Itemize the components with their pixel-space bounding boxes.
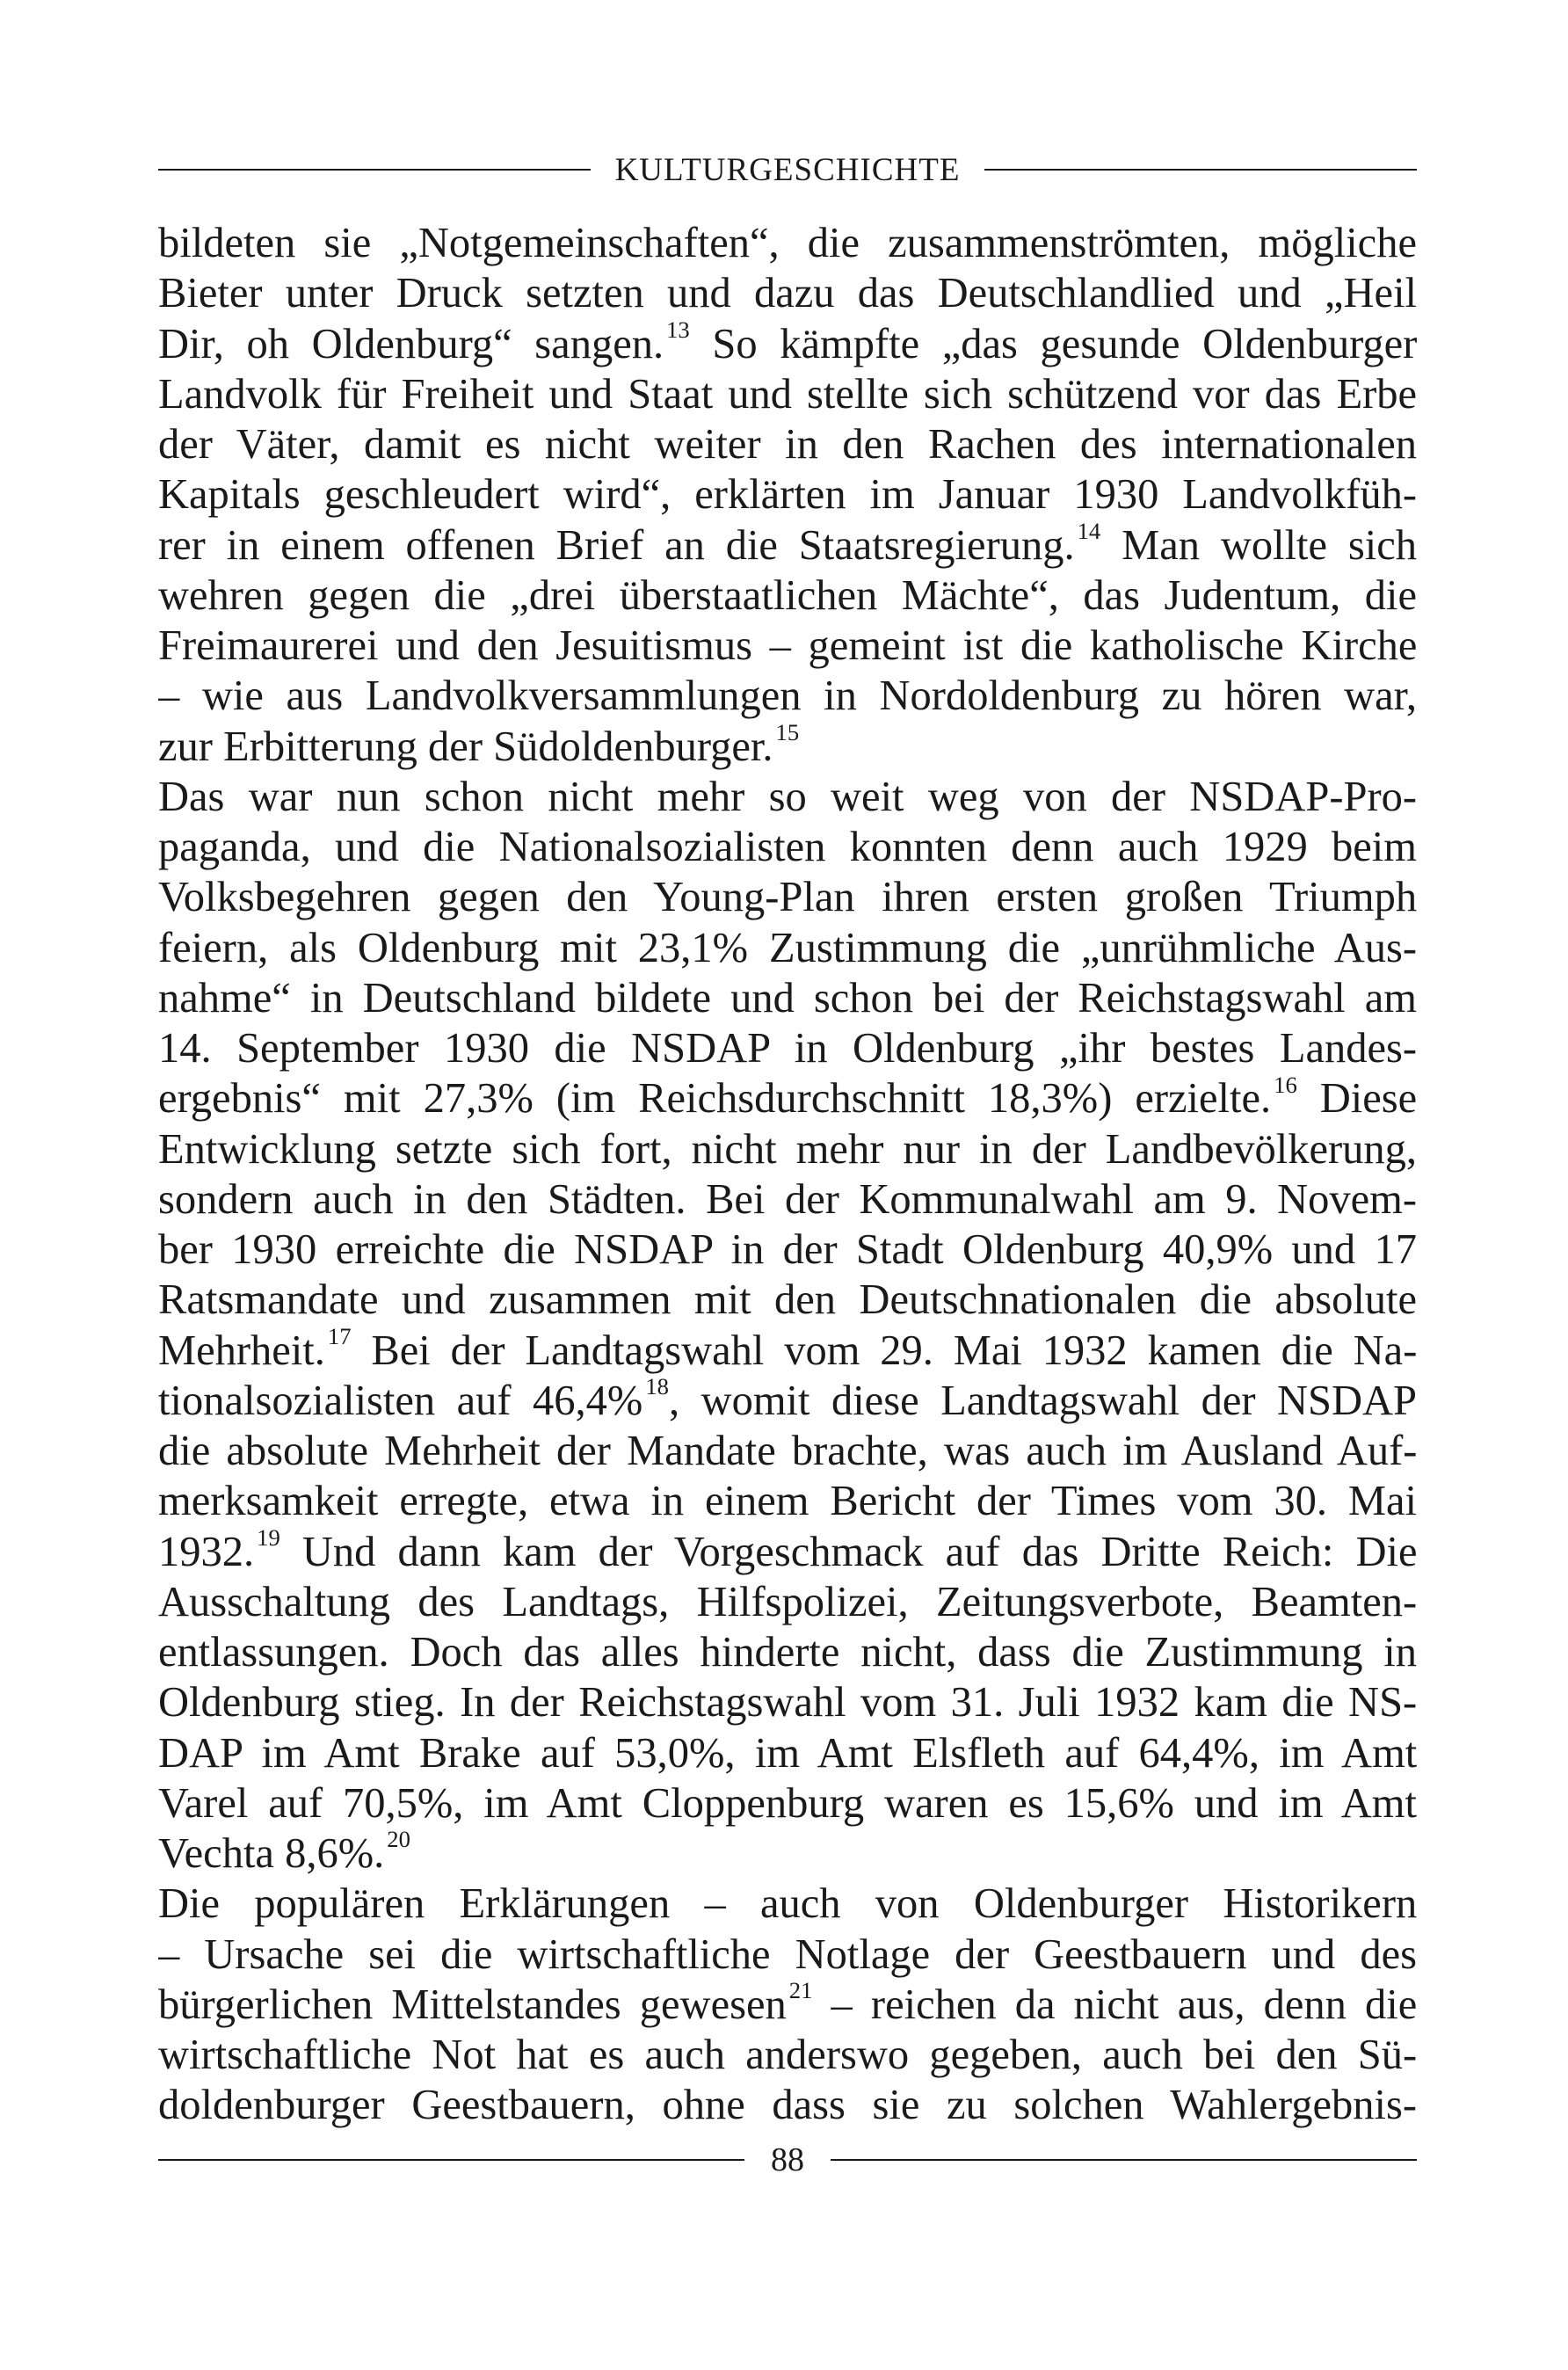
line-text: – wie aus Landvolkversammlungen in Nordoldenburg zu hören war, xyxy=(158,672,1417,720)
page-number: 88 xyxy=(771,2141,804,2178)
line-text: Das war nun schon nicht mehr so weit weg von der NSDAP-Pro- xyxy=(158,773,1417,820)
footnote-marker: 18 xyxy=(645,1375,669,1400)
text-line xyxy=(158,1225,1417,1275)
text-line xyxy=(158,1879,1417,1929)
footer-rule-left xyxy=(158,2159,744,2161)
text-line xyxy=(158,1326,1417,1376)
paragraph xyxy=(158,218,1417,772)
line-text: rer in einem offenen Brief an die Staatsregierung. xyxy=(158,521,1075,569)
text-line xyxy=(158,1728,1417,1778)
line-text: bürgerlichen Mittelstandes gewesen xyxy=(158,1981,787,2028)
line-text-continued: , womit diese Landtagswahl der NSDAP xyxy=(668,1377,1417,1424)
footer-rule-right xyxy=(831,2159,1417,2161)
footnote-marker: 16 xyxy=(1274,1073,1297,1098)
text-line xyxy=(158,2030,1417,2080)
line-text: sondern auch in den Städten. Bei der Kommunalwahl am 9. Novem- xyxy=(158,1175,1417,1223)
text-line xyxy=(158,621,1417,671)
line-text: die absolute Mehrheit der Mandate brachte, was auch im Ausland Auf- xyxy=(158,1428,1417,1474)
text-line xyxy=(158,1174,1417,1225)
line-text: zur Erbitterung der Südoldenburger. xyxy=(158,723,773,770)
line-text: Dir, oh Oldenburg“ sangen. xyxy=(158,320,664,367)
line-text: Ratsmandate und zusammen mit den Deutschnationalen die absolute xyxy=(158,1276,1417,1324)
line-text: entlassungen. Doch das alles hinderte nicht, dass die Zustimmung in xyxy=(158,1629,1417,1676)
text-line xyxy=(158,1980,1417,2030)
line-text: DAP im Amt Brake auf 53,0%, im Amt Elsfleth auf 64,4%, im Amt xyxy=(158,1729,1417,1777)
text-line xyxy=(158,469,1417,520)
text-line xyxy=(158,369,1417,419)
text-line xyxy=(158,973,1417,1023)
text-line xyxy=(158,872,1417,922)
running-header xyxy=(158,148,1417,192)
footnote-marker: 20 xyxy=(387,1828,410,1853)
text-line xyxy=(158,1476,1417,1526)
text-line xyxy=(158,772,1417,822)
text-line xyxy=(158,520,1417,571)
line-text: doldenburger Geestbauern, ohne dass sie zu solchen Wahlergebnis- xyxy=(158,2082,1417,2129)
text-line xyxy=(158,571,1417,621)
text-line xyxy=(158,218,1417,268)
footnote-marker: 14 xyxy=(1077,520,1101,544)
footnote-marker: 15 xyxy=(775,721,800,745)
paragraph xyxy=(158,772,1417,1879)
text-line xyxy=(158,419,1417,469)
line-text: ergebnis“ mit 27,3% (im Reichsdurchschnitt 18,3%) erzielte. xyxy=(158,1075,1272,1123)
footnote-marker: 21 xyxy=(788,1979,813,2004)
paragraph xyxy=(158,1879,1417,2130)
line-text: 14. September 1930 die NSDAP in Oldenburg „ihr bestes Landes- xyxy=(158,1025,1417,1072)
line-text: Ausschaltung des Landtags, Hilfspolizei, Zeitungsverbote, Beamten- xyxy=(158,1578,1417,1625)
line-text: wehren gegen die „drei überstaatlichen Mächte“, das Judentum, die xyxy=(158,571,1417,619)
text-line xyxy=(158,268,1417,318)
line-text: paganda, und die Nationalsozialisten konnten denn auch 1929 beim xyxy=(158,824,1417,870)
text-line xyxy=(158,1778,1417,1828)
text-line xyxy=(158,1275,1417,1325)
line-text: Mehrheit. xyxy=(158,1327,325,1374)
text-line xyxy=(158,319,1417,369)
line-text: Varel auf 70,5%, im Amt Cloppenburg waren es 15,6% und im Amt xyxy=(158,1779,1417,1827)
text-line xyxy=(158,1124,1417,1174)
line-text: Landvolk für Freiheit und Staat und stellte sich schützend vor das Erbe xyxy=(158,370,1417,418)
line-text-continued: So kämpfte „das gesunde Oldenburger xyxy=(689,320,1417,367)
line-text: Bieter unter Druck setzten und dazu das Deutschlandlied und „Heil xyxy=(158,270,1417,317)
line-text: Volksbegehren gegen den Young-Plan ihren ersten großen Triumph xyxy=(158,874,1417,921)
text-line xyxy=(158,1376,1417,1426)
line-text: nahme“ in Deutschland bildete und schon bei der Reichstagswahl am xyxy=(158,974,1417,1021)
text-line xyxy=(158,671,1417,721)
footnote-marker: 17 xyxy=(327,1325,352,1349)
line-text: 1932. xyxy=(158,1528,255,1575)
line-text: feiern, als Oldenburg mit 23,1% Zustimmung die „unrühmliche Aus- xyxy=(158,924,1417,971)
line-text: Vechta 8,6%. xyxy=(158,1830,385,1877)
footnote-marker: 19 xyxy=(257,1526,280,1551)
running-title: KULTURGESCHICHTE xyxy=(614,151,961,188)
line-text: Oldenburg stieg. In der Reichstagswahl vom 31. Juli 1932 kam die NS- xyxy=(158,1679,1417,1727)
line-text-continued: – reichen da nicht aus, denn die xyxy=(812,1981,1417,2028)
text-line xyxy=(158,1426,1417,1476)
page-footer xyxy=(158,2138,1417,2182)
text-line xyxy=(158,822,1417,872)
text-line xyxy=(158,1527,1417,1577)
text-line xyxy=(158,1577,1417,1627)
text-line xyxy=(158,1073,1417,1123)
header-rule-left xyxy=(158,169,591,171)
text-line xyxy=(158,1023,1417,1073)
line-text: bildeten sie „Notgemeinschaften“, die zusammenströmten, mögliche xyxy=(158,220,1417,266)
line-text-continued: Man wollte sich xyxy=(1100,521,1417,569)
body-text xyxy=(158,218,1417,2131)
text-line xyxy=(158,2080,1417,2130)
line-text: Freimaurerei und den Jesuitismus – gemeint ist die katholische Kirche xyxy=(158,622,1417,669)
line-text: Die populären Erklärungen – auch von Oldenburger Historikern xyxy=(158,1880,1417,1928)
line-text: ber 1930 erreichte die NSDAP in der Stadt Oldenburg 40,9% und 17 xyxy=(158,1226,1417,1273)
text-line xyxy=(158,722,1417,772)
line-text-continued: Und dann kam der Vorgeschmack auf das Dritte Reich: Die xyxy=(279,1528,1417,1575)
text-line xyxy=(158,1627,1417,1677)
text-line xyxy=(158,923,1417,973)
header-rule-right xyxy=(984,169,1417,171)
line-text: Entwicklung setzte sich fort, nicht mehr nur in der Landbevölkerung, xyxy=(158,1125,1417,1173)
line-text-continued: Diese xyxy=(1296,1075,1417,1123)
text-line xyxy=(158,1828,1417,1879)
footnote-marker: 13 xyxy=(666,318,690,343)
line-text: wirtschaftliche Not hat es auch anderswo gegeben, auch bei den Sü- xyxy=(158,2032,1417,2078)
line-text: der Väter, damit es nicht weiter in den Rachen des internationalen xyxy=(158,421,1417,468)
text-line xyxy=(158,1677,1417,1727)
line-text: – Ursache sei die wirtschaftliche Notlage der Geestbauern und des xyxy=(158,1930,1417,1978)
line-text: merksamkeit erregte, etwa in einem Bericht der Times vom 30. Mai xyxy=(158,1478,1417,1525)
text-line xyxy=(158,1930,1417,1980)
line-text: Kapitals geschleudert wird“, erklärten im Januar 1930 Landvolkfüh- xyxy=(158,471,1417,519)
line-text-continued: Bei der Landtagswahl vom 29. Mai 1932 kamen die Na- xyxy=(351,1327,1417,1374)
line-text: tionalsozialisten auf 46,4% xyxy=(158,1377,643,1424)
